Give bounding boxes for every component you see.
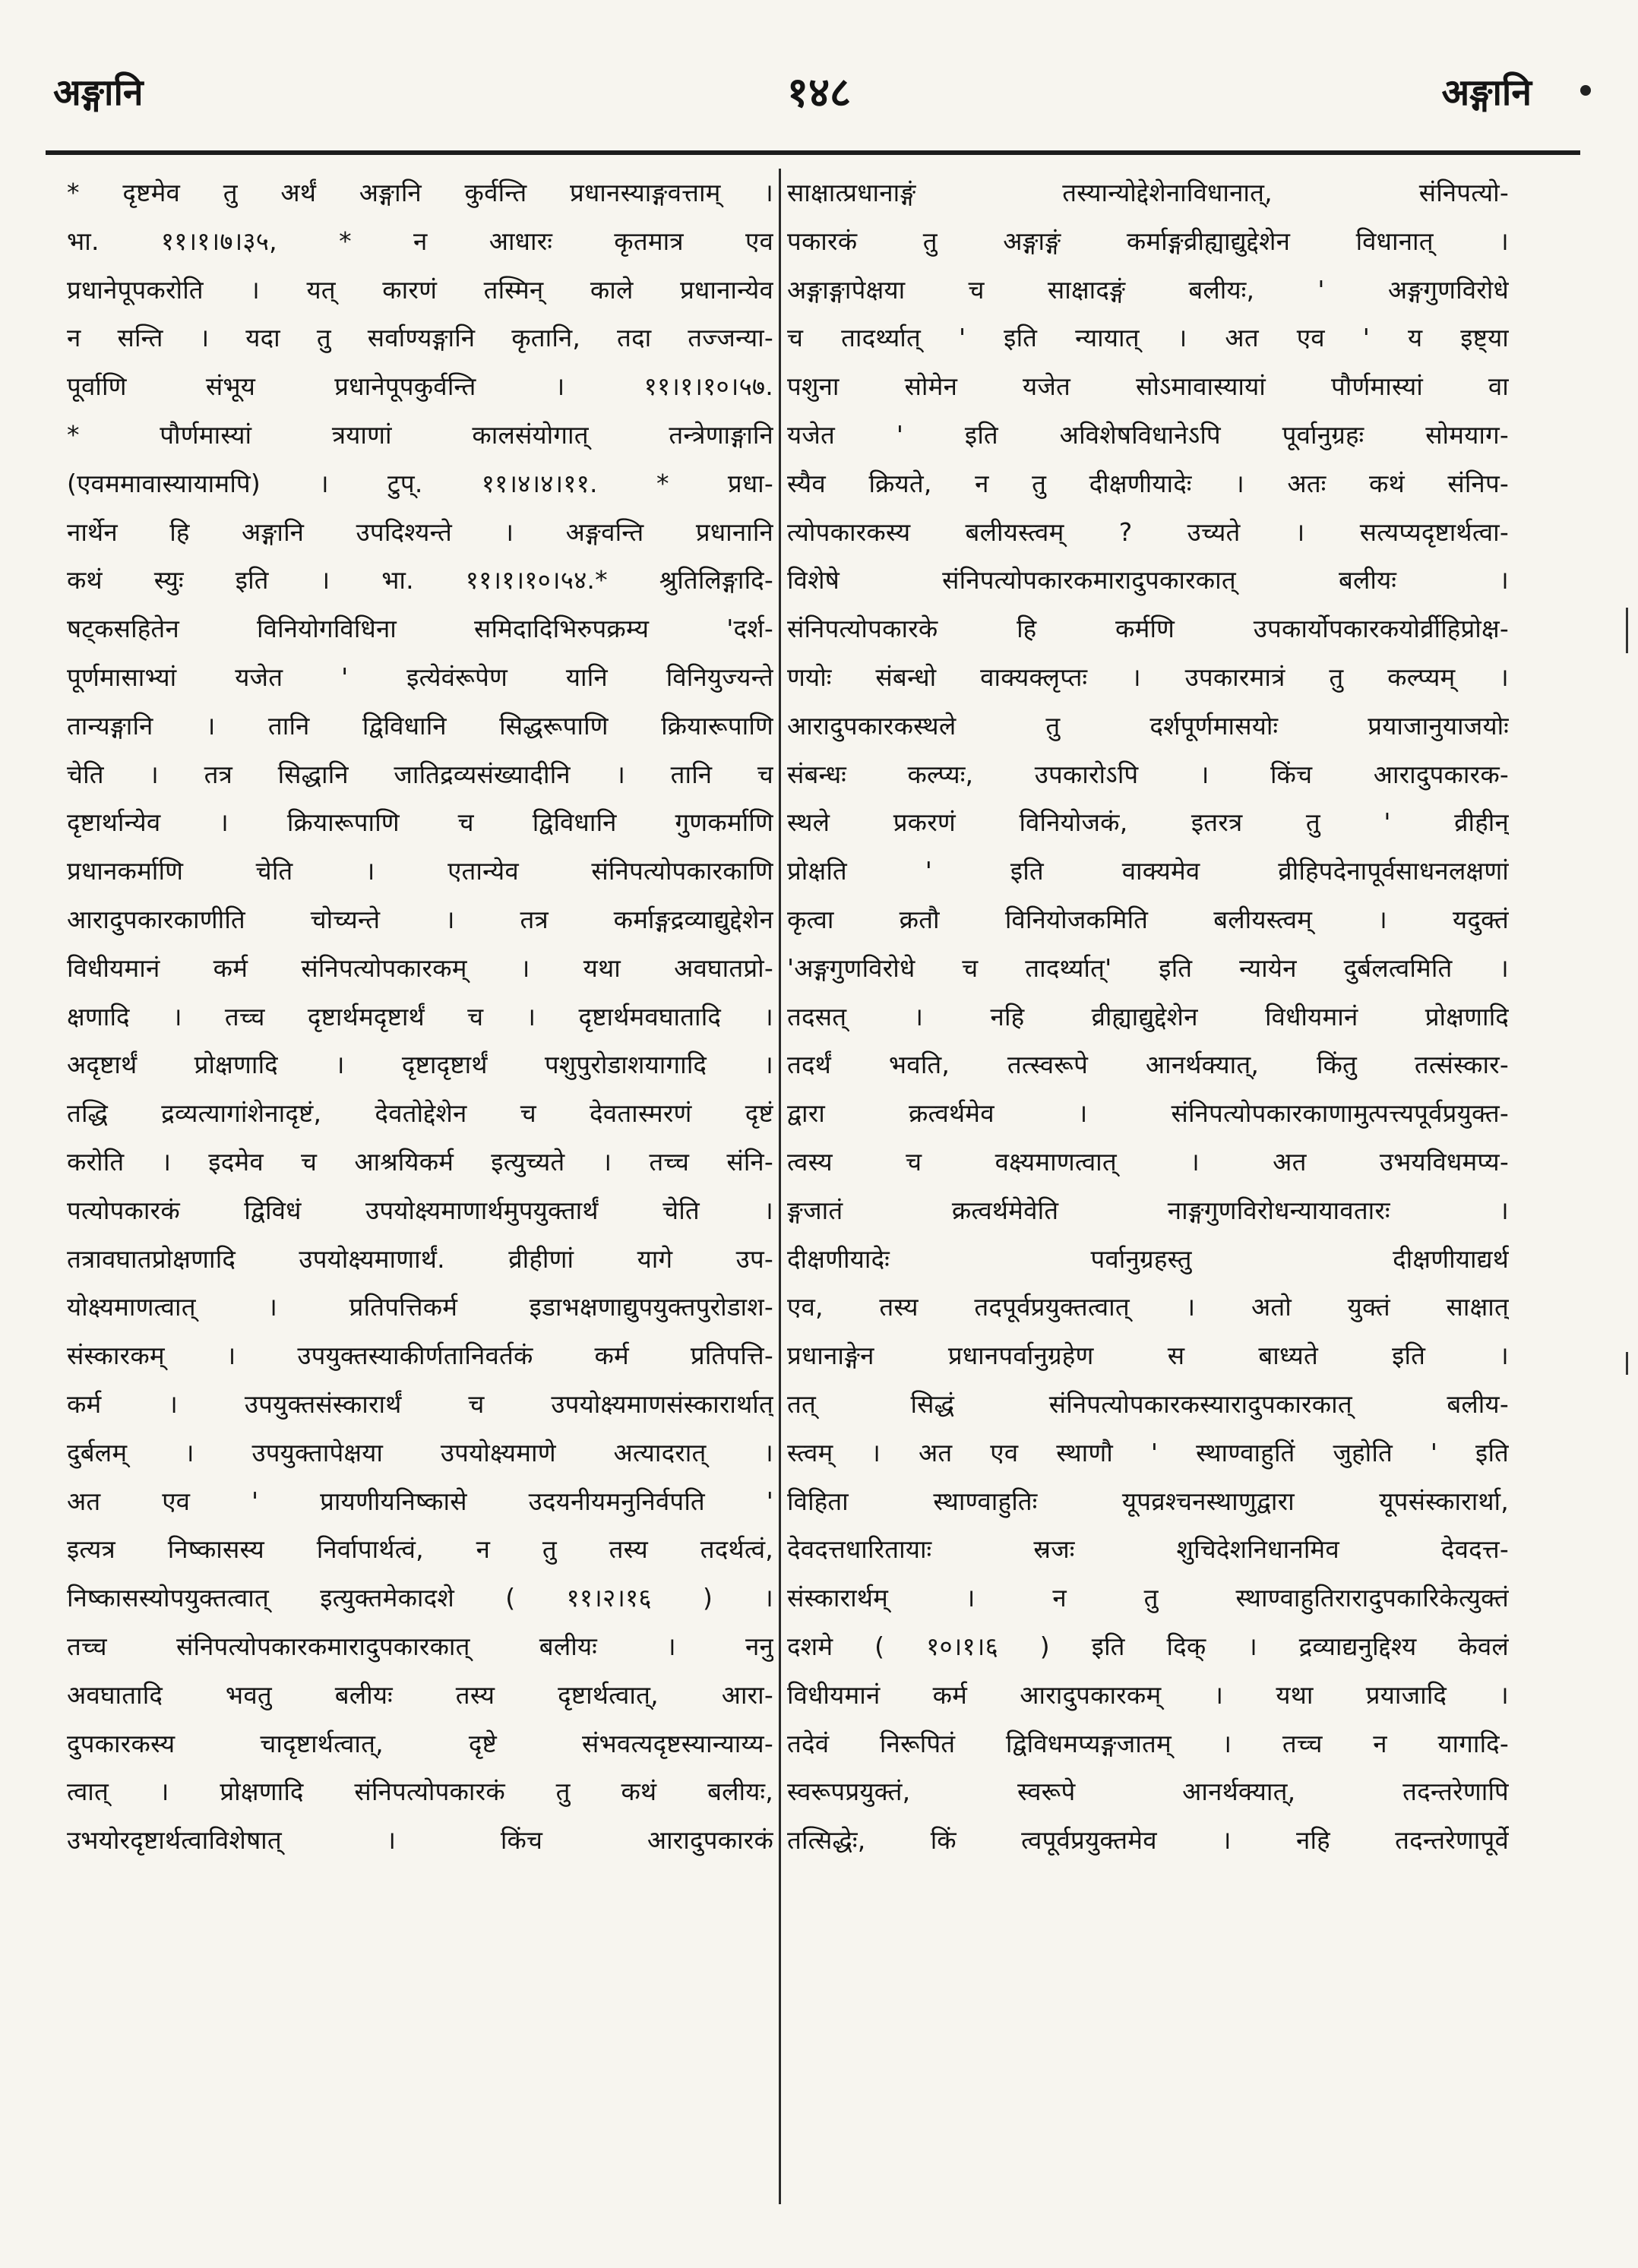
- text-line: (एवममावास्यायामपि) । टुप्. ११।४।४।११. * प्रधा-: [67, 468, 773, 498]
- text-line: अदृष्टार्थं प्रोक्षणादि । दृष्टादृष्टार्थं पशुपुरोडाशयागादि ।: [67, 1050, 773, 1080]
- text-line: पशुना सोमेन यजेत सोऽमावास्यायां पौर्णमास्यां वा: [787, 371, 1509, 402]
- header-rule: [46, 150, 1580, 155]
- text-line: अवघातादि भवतु बलीयः तस्य दृष्टार्थत्वात्, आरा-: [67, 1679, 773, 1710]
- text-line: भा. ११।१।७।३५, * न आधारः कृतमात्र एव: [67, 226, 773, 256]
- header-right-title: अङ्गानि: [1441, 71, 1532, 114]
- text-line: प्रधानेपूपकरोति । यत् कारणं तस्मिन् काले प्रधानान्येव: [67, 274, 773, 305]
- text-line: आरादुपकारकस्थले तु दर्शपूर्णमासयोः प्रयाजानुयाजयोः: [787, 710, 1509, 741]
- text-line: संबन्धः कल्प्यः, उपकारोऽपि । किंच आरादुपकारक-: [787, 759, 1509, 789]
- text-line: तद्धि द्रव्यत्यागांशेनादृष्टं, देवतोद्देशेन च देवतास्मरणं दृष्टं: [67, 1098, 773, 1129]
- text-line: न सन्ति । यदा तु सर्वाण्यङ्गानि कृतानि, तदा तज्जन्या-: [67, 323, 773, 353]
- text-line: तत्रावघातप्रोक्षणादि उपयोक्ष्यमाणार्थं. व्रीहीणां यागे उप-: [67, 1243, 773, 1274]
- text-line: विहिता स्थाण्वाहुतिः यूपव्रश्चनस्थाणुद्वारा यूपसंस्कारार्था,: [787, 1486, 1509, 1516]
- right-column: [787, 169, 1509, 2204]
- text-line: दशमे ( १०।१।६ ) इति दिक् । द्रव्याद्यनुद्दिश्य केवलं: [787, 1631, 1509, 1661]
- text-line: * पौर्णमास्यां त्रयाणां कालसंयोगात् तन्त्रेणाङ्गानि: [67, 419, 773, 450]
- text-line: आरादुपकारकाणीति चोच्यन्ते । तत्र कर्माङ्गद्रव्याद्युद्देशेन: [67, 904, 773, 934]
- text-line: योक्ष्यमाणत्वात् । प्रतिपत्तिकर्म इडाभक्षणाद्युपयुक्तपुरोडाश-: [67, 1292, 773, 1322]
- text-line: विधीयमानं कर्म आरादुपकारकम् । यथा प्रयाजादि ।: [787, 1679, 1509, 1710]
- text-line: करोति । इदमेव च आश्रयिकर्म इत्युच्यते । तच्च संनि-: [67, 1146, 773, 1177]
- text-line: पूर्णमासाभ्यां यजेत ' इत्येवंरूपेण यानि विनियुज्यन्ते: [67, 662, 773, 692]
- text-line: प्रधानकर्माणि चेति । एतान्येव संनिपत्योपकारकाणि: [67, 856, 773, 886]
- text-line: दुपकारकस्य चादृष्टार्थत्वात्, दृष्टे संभवत्यदृष्टस्यान्याय्य-: [67, 1728, 773, 1758]
- text-line: दृष्टार्थान्येव । क्रियारूपाणि च द्विविधानि गुणकर्माणि: [67, 807, 773, 838]
- text-line: विशेषे संनिपत्योपकारकमारादुपकारकात् बलीयः ।: [787, 565, 1509, 595]
- margin-dot: [1580, 85, 1591, 96]
- text-line: अङ्गाङ्गापेक्षया च साक्षादङ्गं बलीयः, ' अङ्गगुणविरोधे: [787, 274, 1509, 305]
- text-line: तदेवं निरूपितं द्विविधमप्यङ्गजातम् । तच्च न यागादि-: [787, 1728, 1509, 1758]
- text-line: पकारकं तु अङ्गाङ्गं कर्माङ्गव्रीह्याद्युद्देशेन विधानात् ।: [787, 226, 1509, 256]
- text-line: तत् सिद्धं संनिपत्योपकारकस्यारादुपकारकात् बलीय-: [787, 1388, 1509, 1419]
- text-line: कथं स्युः इति । भा. ११।१।१०।५४.* श्रुतिलिङ्गादि-: [67, 565, 773, 595]
- text-line: षट्कसहितेन विनियोगविधिना समिदादिभिरुपक्रम्य 'दर्श-: [67, 614, 773, 644]
- text-line: पूर्वाणि संभूय प्रधानेपूपकुर्वन्ति । ११।१।१०।५७.: [67, 371, 773, 402]
- text-line: पत्योपकारकं द्विविधं उपयोक्ष्यमाणार्थमुपयुक्तार्थं चेति ।: [67, 1195, 773, 1225]
- text-line: क्षणादि । तच्च दृष्टार्थमदृष्टार्थं च । दृष्टार्थमवघातादि ।: [67, 1001, 773, 1031]
- text-line: तदर्थं भवति, तत्स्वरूपे आनर्थक्यात्, किंतु तत्संस्कार-: [787, 1050, 1509, 1080]
- text-line: अत एव ' प्रायणीयनिष्कासे उदयनीयमनुनिर्वपति ': [67, 1486, 773, 1516]
- text-line: द्वारा क्रत्वर्थमेव । संनिपत्योपकारकाणामुत्पत्त्यपूर्वप्रयुक्त-: [787, 1098, 1509, 1129]
- column-divider: [779, 169, 781, 2204]
- text-line: नार्थेन हि अङ्गानि उपदिश्यन्ते । अङ्गवन्ति प्रधानानि: [67, 516, 773, 547]
- text-line: कृत्वा क्रतौ विनियोजकमिति बलीयस्त्वम् । यदुक्तं: [787, 904, 1509, 934]
- text-line: एव, तस्य तदपूर्वप्रयुक्तत्वात् । अतो युक्तं साक्षात्: [787, 1292, 1509, 1322]
- header-left-title: अङ्गानि: [53, 71, 144, 114]
- text-line: ङ्गजातं क्रत्वर्थमेवेति नाङ्गगुणविरोधन्यायावतारः ।: [787, 1195, 1509, 1225]
- margin-mark: [1626, 1352, 1628, 1375]
- text-line: तच्च संनिपत्योपकारकमारादुपकारकात् बलीयः । ननु: [67, 1631, 773, 1661]
- text-line: चेति । तत्र सिद्धानि जातिद्रव्यसंख्यादीनि । तानि च: [67, 759, 773, 789]
- text-line: संस्कारार्थम् । न तु स्थाण्वाहुतिरारादुपकारिकेत्युक्तं: [787, 1583, 1509, 1613]
- text-line: दीक्षणीयादेः पर्वानुग्रहस्तु दीक्षणीयाद्यर्थ: [787, 1243, 1509, 1274]
- margin-mark: [1626, 608, 1628, 653]
- text-line: तदसत् । नहि व्रीह्याद्युद्देशेन विधीयमानं प्रोक्षणादि: [787, 1001, 1509, 1031]
- text-line: कर्म । उपयुक्तसंस्कारार्थं च उपयोक्ष्यमाणसंस्कारार्थात्: [67, 1388, 773, 1419]
- text-line: साक्षात्प्रधानाङ्गं तस्यान्योद्देशेनाविधानात्, संनिपत्यो-: [787, 178, 1509, 207]
- text-line: निष्कासस्योपयुक्तत्वात् इत्युक्तमेकादशे ( ११।२।१६ ) ।: [67, 1583, 773, 1613]
- text-line: * दृष्टमेव तु अर्थं अङ्गानि कुर्वन्ति प्रधानस्याङ्गवत्ताम् ।: [67, 178, 773, 207]
- text-line: स्त्वम् । अत एव स्थाणौ ' स्थाण्वाहुतिं जुहोति ' इति: [787, 1437, 1509, 1467]
- text-line: णयोः संबन्धो वाक्यक्लृप्तः । उपकारमात्रं तु कल्प्यम् ।: [787, 662, 1509, 692]
- text-line: प्रधानाङ्गेन प्रधानपर्वानुग्रहेण स बाध्यते इति ।: [787, 1341, 1509, 1371]
- text-line: त्योपकारकस्य बलीयस्त्वम् ? उच्यते । सत्यप्यदृष्टार्थत्वा-: [787, 516, 1509, 547]
- text-line: स्यैव क्रियते, न तु दीक्षणीयादेः । अतः कथं संनिप-: [787, 468, 1509, 498]
- text-line: स्थले प्रकरणं विनियोजकं, इतरत्र तु ' व्रीहीन्: [787, 807, 1509, 838]
- text-line: तान्यङ्गानि । तानि द्विविधानि सिद्धरूपाणि क्रियारूपाणि: [67, 710, 773, 741]
- text-line: देवदत्तधारितायाः स्रजः शुचिदेशनिधानमिव देवदत्त-: [787, 1534, 1509, 1565]
- left-column: [67, 169, 773, 2204]
- text-line: च तादर्थ्यात् ' इति न्यायात् । अत एव ' य इष्ट्या: [787, 323, 1509, 353]
- text-line: उभयोरदृष्टार्थत्वाविशेषात् । किंच आरादुपकारकं: [67, 1825, 773, 1856]
- text-line: दुर्बलम् । उपयुक्तापेक्षया उपयोक्ष्यमाणे अत्यादरात् ।: [67, 1437, 773, 1467]
- text-line: त्वस्य च वक्ष्यमाणत्वात् । अत उभयविधमप्य-: [787, 1146, 1509, 1177]
- text-line: प्रोक्षति ' इति वाक्यमेव व्रीहिपदेनापूर्वसाधनलक्षणां: [787, 856, 1509, 886]
- text-line: स्वरूपप्रयुक्तं, स्वरूपे आनर्थक्यात्, तदन्तरेणापि: [787, 1777, 1509, 1807]
- text-line: त्वात् । प्रोक्षणादि संनिपत्योपकारकं तु कथं बलीयः,: [67, 1777, 773, 1807]
- page-number: १४८: [786, 68, 852, 116]
- text-line: संस्कारकम् । उपयुक्तस्याकीर्णतानिवर्तकं कर्म प्रतिपत्ति-: [67, 1341, 773, 1371]
- text-line: इत्यत्र निष्कासस्य निर्वापार्थत्वं, न तु तस्य तदर्थत्वं,: [67, 1534, 773, 1565]
- text-line: संनिपत्योपकारके हि कर्मणि उपकार्योपकारकयोर्व्रीहिप्रोक्ष-: [787, 614, 1509, 644]
- text-line: यजेत ' इति अविशेषविधानेऽपि पूर्वानुग्रहः सोमयाग-: [787, 419, 1509, 450]
- running-header: [0, 0, 1638, 137]
- text-line: तत्सिद्धेः, किं त्वपूर्वप्रयुक्तमेव । नहि तदन्तरेणापूर्वे: [787, 1825, 1509, 1856]
- text-line: 'अङ्गगुणविरोधे च तादर्थ्यात्' इति न्यायेन दुर्बलत्वमिति ।: [787, 952, 1509, 983]
- text-line: विधीयमानं कर्म संनिपत्योपकारकम् । यथा अवघातप्रो-: [67, 952, 773, 983]
